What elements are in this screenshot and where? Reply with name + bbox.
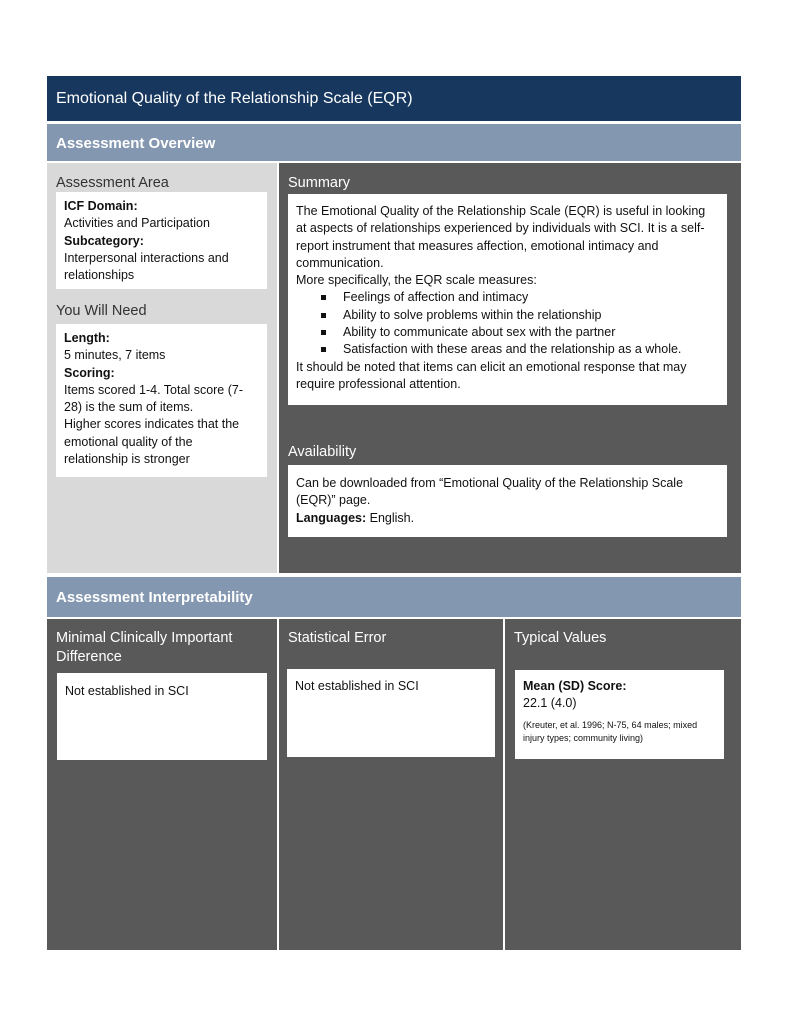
typical-values-box: [515, 670, 724, 759]
list-item: Feelings of affection and intimacy: [343, 289, 719, 306]
languages-line: [296, 510, 719, 527]
languages-value: English.: [366, 510, 415, 525]
mean-score-label: Mean (SD) Score:: [523, 679, 627, 693]
summary-note: It should be noted that items can elicit an emotional response that may require professional attention.: [296, 359, 687, 391]
typical-values-title: Typical Values: [514, 630, 607, 646]
availability-text: Can be downloaded from “Emotional Quality of the Relationship Scale (EQR)” page.: [296, 476, 684, 508]
document-title: Emotional Quality of the Relationship Scale (EQR): [47, 76, 741, 121]
scoring-text: Items scored 1-4. Total score (7-28) is the sum of items.: [64, 382, 244, 415]
statistical-error-box: [287, 669, 495, 757]
assessment-area-box: [56, 192, 267, 289]
mean-score-value: 22.1 (4.0): [523, 696, 577, 711]
icf-domain-label: ICF Domain:: [64, 199, 138, 213]
subcategory-label: Subcategory:: [64, 233, 144, 248]
summary-bullet-list: [296, 289, 719, 358]
availability-box: [288, 465, 727, 537]
list-item: Satisfaction with these areas and the relationship as a whole.: [343, 341, 719, 358]
typical-values-panel: [505, 619, 741, 950]
summary-title: Summary: [288, 175, 351, 191]
list-item: Ability to solve problems within the relationship: [343, 307, 719, 324]
typical-values-citation: (Kreuter, et al. 1996; N-75, 64 males; mixed injury types; community living): [523, 719, 698, 743]
availability-header: [279, 436, 741, 462]
summary-intro: More specifically, the EQR scale measures:: [296, 273, 537, 288]
you-will-need-box: [56, 324, 267, 477]
assessment-overview-heading: Assessment Overview: [47, 124, 741, 161]
assessment-interpretability-heading: Assessment Interpretability: [47, 577, 741, 617]
summary-paragraph: The Emotional Quality of the Relationship Scale (EQR) is useful in looking at aspects of relationships experienced by individuals with SCI. It is a self-report instrument that measures affection, emotional intimacy and communication.: [296, 204, 706, 270]
summary-box: [288, 194, 727, 405]
statistical-error-value: Not established in SCI: [295, 679, 419, 693]
icf-domain-value: Activities and Participation: [64, 216, 210, 231]
list-item: Ability to communicate about sex with the partner: [343, 324, 719, 341]
scoring-interpretation: Higher scores indicates that the emotional quality of the relationship is stronger: [64, 417, 240, 467]
mcid-box: [57, 673, 267, 760]
assessment-area-title: Assessment Area: [56, 175, 169, 191]
length-label: Length:: [64, 331, 110, 345]
you-will-need-header: [47, 293, 277, 319]
scoring-label: Scoring:: [64, 365, 115, 380]
subcategory-value: Interpersonal interactions and relationships: [64, 250, 229, 283]
mcid-title: Minimal Clinically Important Difference: [56, 630, 233, 665]
statistical-error-title: Statistical Error: [288, 630, 387, 646]
length-value: 5 minutes, 7 items: [64, 348, 166, 363]
availability-title: Availability: [288, 444, 357, 460]
you-will-need-title: You Will Need: [56, 303, 147, 319]
mcid-panel: [47, 619, 277, 950]
mcid-value: Not established in SCI: [65, 684, 189, 698]
languages-label: Languages:: [296, 510, 367, 525]
